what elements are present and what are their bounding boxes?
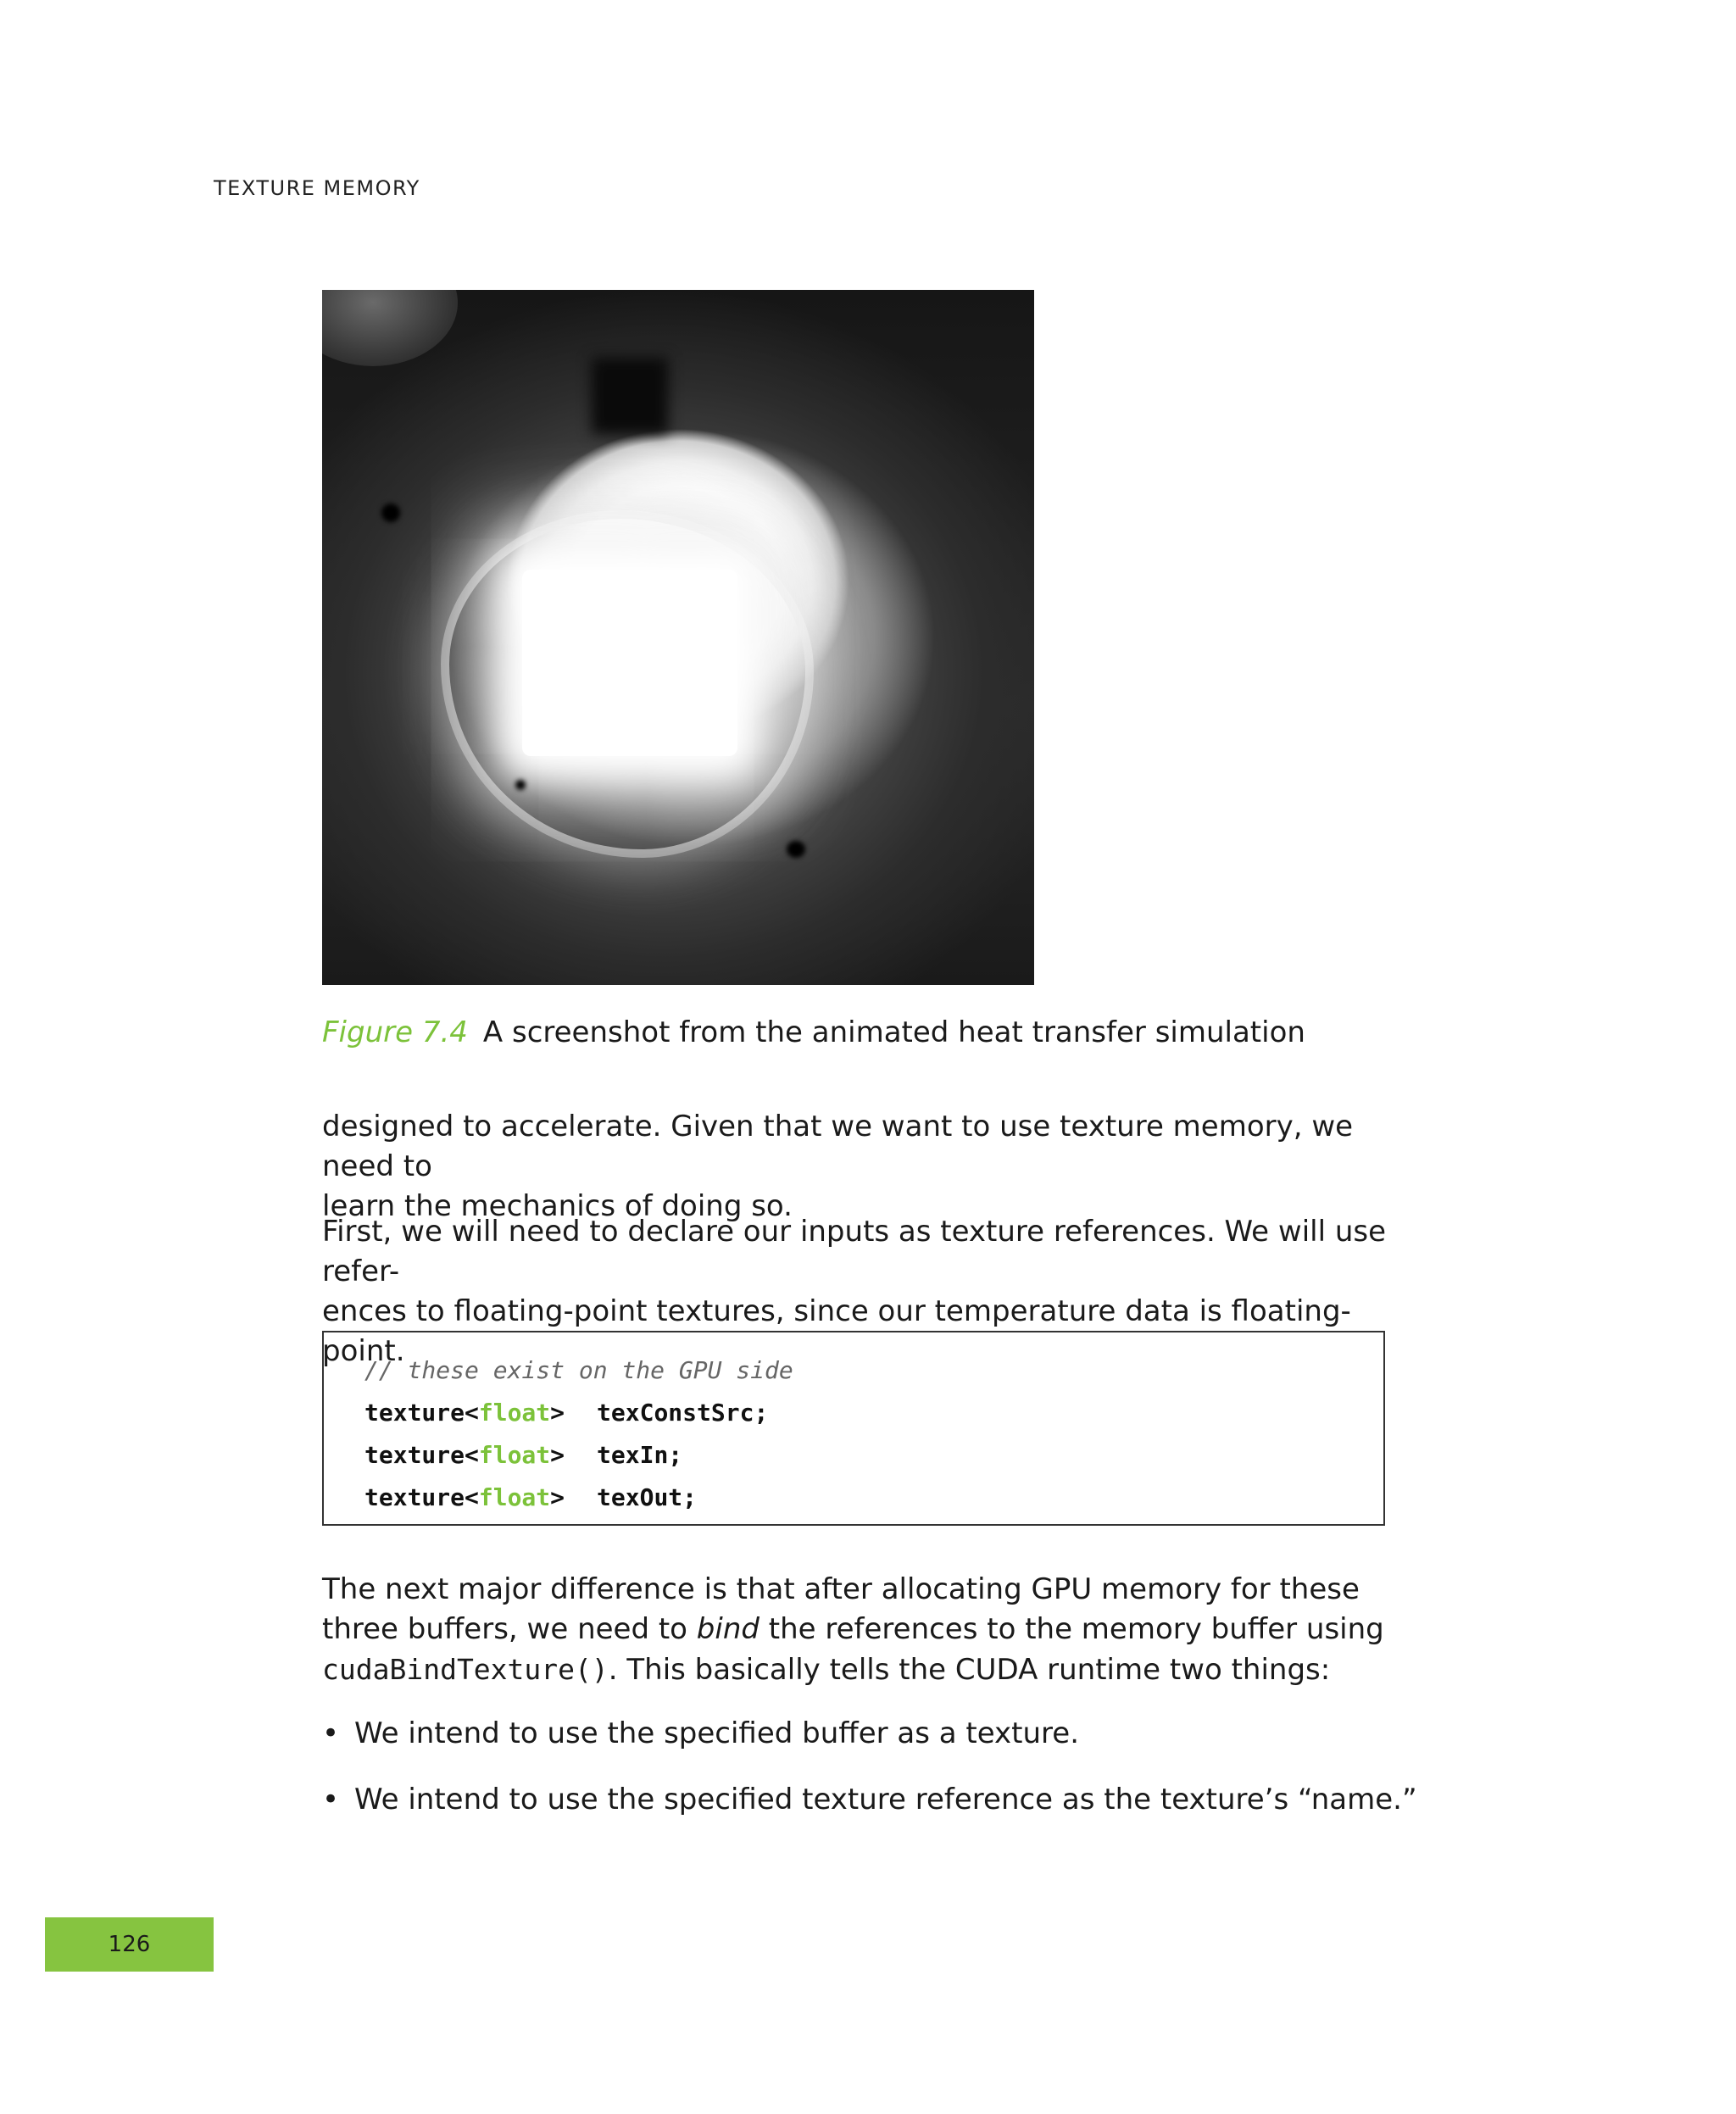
paragraph-1 bbox=[322, 1107, 1407, 1227]
paragraph-3-text: three buffers, we need to bbox=[322, 1612, 697, 1646]
figure-speck bbox=[515, 780, 526, 790]
bullet-text: We intend to use the specified texture reference as the texture’s “name.” bbox=[354, 1783, 1417, 1816]
code-listing bbox=[322, 1331, 1385, 1526]
code-keyword: texture< bbox=[364, 1441, 479, 1469]
code-type: float bbox=[478, 1483, 551, 1511]
bullet-item-2 bbox=[322, 1780, 1417, 1820]
code-line-2 bbox=[364, 1434, 1383, 1477]
page-number-tab bbox=[45, 1917, 214, 1972]
code-identifier: texConstSrc; bbox=[597, 1399, 769, 1427]
code-close: > bbox=[550, 1399, 565, 1427]
paragraph-3-line-3 bbox=[322, 1649, 1407, 1690]
paragraph-3-text: the references to the memory buffer using bbox=[759, 1612, 1384, 1646]
bullet-dot: • bbox=[322, 1716, 340, 1750]
paragraph-3-emphasis: bind bbox=[696, 1612, 760, 1646]
figure-speck bbox=[381, 503, 400, 522]
bullet-item-1 bbox=[322, 1714, 1079, 1754]
code-line-1 bbox=[364, 1392, 1383, 1434]
paragraph-1-line-1: designed to accelerate. Given that we want to use texture memory, we need to bbox=[322, 1110, 1354, 1183]
paragraph-3 bbox=[322, 1570, 1407, 1690]
running-head: TEXTURE MEMORY bbox=[214, 176, 420, 200]
figure-caption-text: A screenshot from the animated heat transfer simulation bbox=[482, 1015, 1305, 1049]
paragraph-3-text: . This basically tells the CUDA runtime two things: bbox=[608, 1653, 1331, 1687]
code-identifier: texOut; bbox=[597, 1483, 698, 1511]
paragraph-3-line-1: The next major difference is that after allocating GPU memory for these bbox=[322, 1572, 1360, 1606]
code-type: float bbox=[478, 1441, 551, 1469]
code-comment: // these exist on the GPU side bbox=[364, 1356, 793, 1384]
figure-corner-glow bbox=[322, 290, 458, 366]
bullet-text: We intend to use the specified buffer as a texture. bbox=[354, 1716, 1080, 1750]
code-close: > bbox=[550, 1441, 565, 1469]
code-identifier: texIn; bbox=[597, 1441, 683, 1469]
figure-number: Figure 7.4 bbox=[322, 1015, 468, 1049]
figure-hot-square bbox=[522, 570, 737, 756]
inline-code: cudaBindTexture() bbox=[322, 1653, 609, 1686]
page-number: 126 bbox=[108, 1932, 151, 1957]
paragraph-3-line-2 bbox=[322, 1610, 1407, 1649]
code-keyword: texture< bbox=[364, 1399, 479, 1427]
bullet-dot: • bbox=[322, 1783, 340, 1816]
code-close: > bbox=[550, 1483, 565, 1511]
paragraph-2-line-1: First, we will need to declare our inputs as texture references. We will use refer- bbox=[322, 1215, 1387, 1288]
paragraph-1-line-2: learn the mechanics of doing so. bbox=[322, 1189, 793, 1223]
figure-speck bbox=[787, 841, 805, 858]
heat-simulation-figure bbox=[322, 290, 1034, 985]
code-line-3 bbox=[364, 1477, 1383, 1519]
code-type: float bbox=[478, 1399, 551, 1427]
paragraph-2-line-2: ences to floating-point textures, since our temperature data is floating-point. bbox=[322, 1294, 1351, 1368]
figure-caption bbox=[322, 1015, 1305, 1049]
code-keyword: texture< bbox=[364, 1483, 479, 1511]
figure-dark-block bbox=[592, 358, 668, 434]
